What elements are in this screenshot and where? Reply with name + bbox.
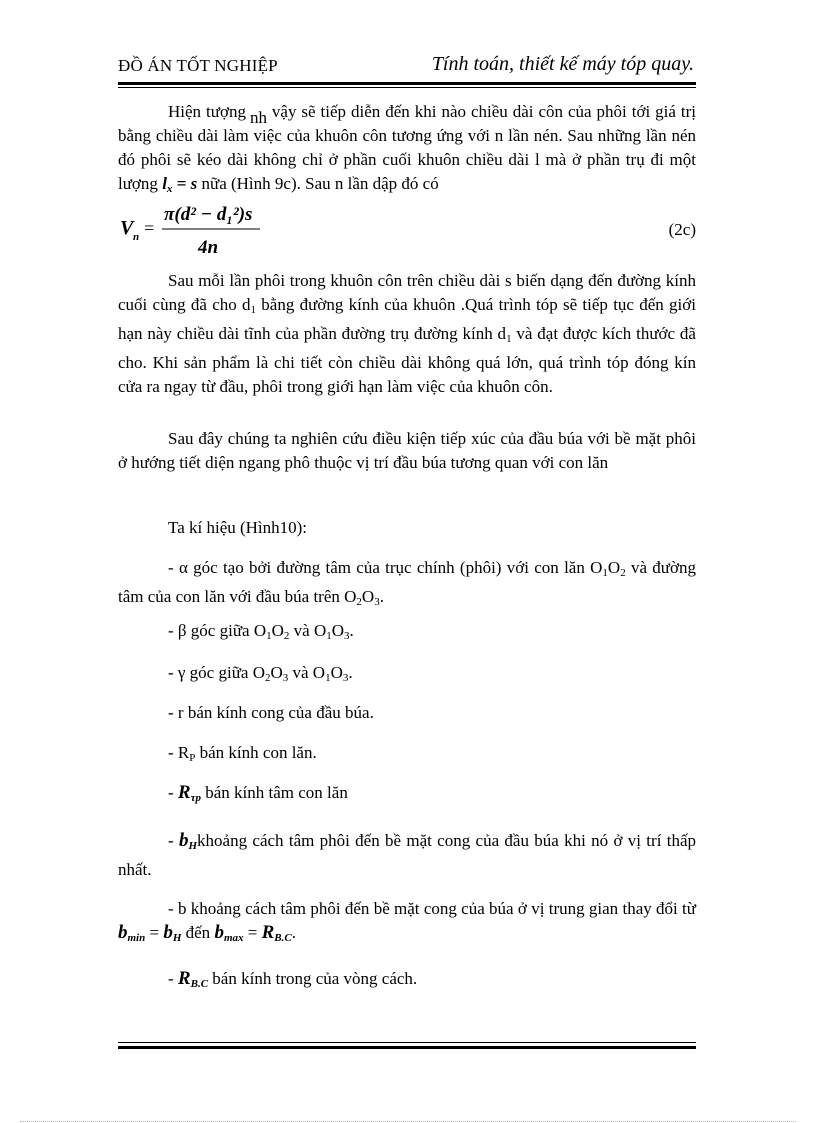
formula-numerator: π(d² − d₁²)s	[164, 204, 253, 225]
paragraph-1: Hiện tượng nh vậy sẽ tiếp diễn đến khi nào chiều dài côn của phôi tới giá trị bằng chiều dài làm việc của khuôn côn tương ứng với n lần nén. Sau những lần nén đó phôi sẽ kéo dài không chỉ ở phần cuối khuôn chiều dài l mà ở phần trụ đi một lượng $l_x = s$ nữa (Hình 9c). Sau n lần dập đó có	[118, 102, 696, 195]
item-rbc: - $R_{B.C}$ bán kính trong của vòng cách.	[168, 968, 418, 990]
formula-lhs: V	[120, 217, 134, 239]
item-alpha: - α góc tạo bởi đường tâm của trục chính (phôi) với con lăn $O_1O_2$ và đường tâm của con lăn với đầu búa trên $O_2O_3$.	[118, 558, 697, 608]
paragraph-3: Sau đây chúng ta nghiên cứu điều kiện tiếp xúc của đầu búa với bề mặt phôi ở hướng tiết diện ngang phô thuộc vị trí đầu búa tương quan với con lăn	[118, 429, 696, 472]
paragraph-4: Ta kí hiệu (Hình10):	[168, 518, 308, 537]
header-rule-thin	[118, 87, 696, 88]
item-rtp: - $R_{\tau p}$ bán kính tâm con lăn	[168, 782, 348, 804]
equation-number: (2c)	[668, 220, 696, 239]
formula-2c	[118, 198, 696, 258]
header-rule	[118, 82, 696, 85]
lx-symbol: $l_x = s$	[162, 174, 198, 195]
header-left: ĐỒ ÁN TỐT NGHIỆP	[118, 56, 278, 75]
footer-rule	[118, 1046, 696, 1049]
item-beta: - β góc giữa $O_1O_2$ và $O_1O_3$.	[168, 621, 354, 642]
formula-equals: =	[144, 218, 155, 238]
page-edge-dotted	[20, 1121, 796, 1122]
formula-denominator: 4n	[198, 237, 219, 258]
item-bh: - $b_Hkhoảng$ cách tâm phôi đến bề mặt cong của đầu búa khi nó ở vị trí thấp nhất.	[118, 830, 696, 879]
item-b: - b khoảng cách tâm phôi đến bề mặt cong của búa ở vị trung gian thay đổi từ $b_{min} = b_H$ đến $b_{max} = R_{B.C}$.	[118, 899, 696, 944]
item-gamma: - γ góc giữa $O_2O_3$ và $O_1O_3$.	[168, 663, 353, 684]
paragraph-2: Sau mỗi lần phôi trong khuôn côn trên chiều dài s biến dạng đến đường kính cuối cùng đã cho $d_1$ bằng đường kính của khuôn .Quá trình tóp sẽ tiếp tục đến giới hạn này chiều dài tĩnh của phần đường trụ đường kính $d_1$ và đạt được kích thước đã cho. Khi sản phẩm là chi tiết còn chiều dài không quá lớn, quá trình tóp đóng kín cửa ra ngay từ đầu, phôi trong giới hạn làm việc của khuôn côn.	[118, 271, 696, 396]
header-right: Tính toán, thiết kế máy tóp quay.	[431, 53, 694, 75]
item-rp: - $R_P$ bán kính con lăn.	[168, 743, 317, 764]
formula-lhs-sub: n	[133, 231, 140, 243]
item-r: - r bán kính cong của đầu búa.	[168, 703, 374, 722]
footer-rule-thin	[118, 1042, 696, 1043]
formula-graphic	[118, 198, 318, 258]
